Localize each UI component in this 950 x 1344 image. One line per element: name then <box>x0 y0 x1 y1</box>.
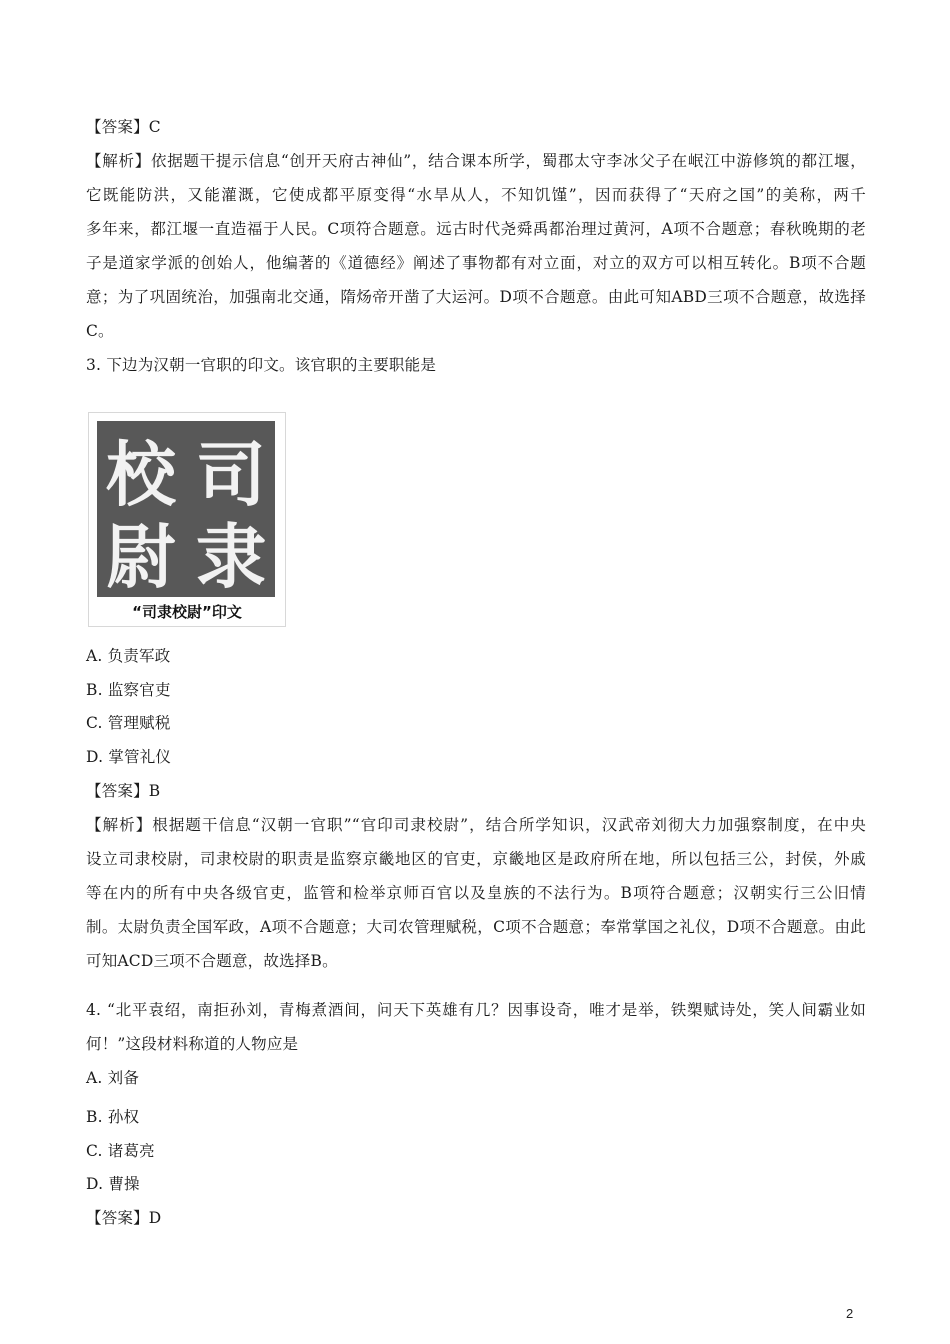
seal-stamp-image <box>89 413 285 626</box>
q2-analysis-line: 【解析】依据题干提示信息“创开天府古神仙”，结合课本所学，蜀郡太守李冰父子在岷江中游修筑的都江堰， <box>86 152 866 170</box>
q3-option-b: B. 监察官吏 <box>86 681 171 699</box>
q3-option-a: A. 负责军政 <box>86 647 171 665</box>
q3-analysis-line: 设立司隶校尉，司隶校尉的职责是监察京畿地区的官吏，京畿地区是政府所在地，所以包括三公，封侯，外戚 <box>86 850 866 868</box>
q3-analysis-line: 可知ACD三项不合题意，故选择B。 <box>86 952 338 970</box>
q4-stem-line: 何！”这段材料称道的人物应是 <box>86 1035 299 1053</box>
q4-stem-line: 4. “北平袁绍，南拒孙刘，青梅煮酒间，问天下英雄有几？因事设奇，唯才是举，铁槊赋诗处，笑人间霸业如 <box>86 1001 866 1019</box>
q3-stem: 3. 下边为汉朝一官职的印文。该官职的主要职能是 <box>86 356 437 374</box>
q3-answer: 【答案】B <box>86 782 161 800</box>
page-number: 2 <box>846 1306 854 1321</box>
seal-figure <box>88 412 286 627</box>
q2-analysis-line: 它既能防洪，又能灌溉，它使成都平原变得“水旱从人，不知饥馑”，因而获得了“天府之国”的美称，两千 <box>86 186 866 204</box>
q3-analysis-line: 【解析】根据题干信息“汉朝一官职”“官印司隶校尉”，结合所学知识，汉武帝刘彻大力加强察制度，在中央 <box>86 816 866 834</box>
seal-caption: “司隶校尉”印文 <box>132 603 242 621</box>
seal-char-wei: 尉 <box>106 516 176 598</box>
q2-analysis-line: 多年来，都江堰一直造福于人民。C项符合题意。远古时代尧舜禹都治理过黄河，A项不合题意；春秋晚期的老 <box>86 220 866 238</box>
q3-analysis-line: 等在内的所有中央各级官吏，监管和检举京师百官以及皇族的不法行为。B项符合题意；汉朝实行三公旧情 <box>86 884 866 902</box>
q2-answer: 【答案】C <box>86 118 161 136</box>
q3-analysis-line: 制。太尉负责全国军政，A项不合题意；大司农管理赋税，C项不合题意；奉常掌国之礼仪，D项不合题意。由此 <box>86 918 866 936</box>
q3-option-c: C. 管理赋税 <box>86 714 171 732</box>
q4-option-a: A. 刘备 <box>86 1069 140 1087</box>
q4-option-c: C. 诸葛亮 <box>86 1142 155 1160</box>
q4-option-b: B. 孙权 <box>86 1108 140 1126</box>
seal-char-xiao: 校 <box>106 434 176 516</box>
q2-analysis-line: C。 <box>86 322 114 340</box>
seal-char-li: 隶 <box>196 516 266 598</box>
q2-analysis-line: 意；为了巩固统治，加强南北交通，隋炀帝开凿了大运河。D项不合题意。由此可知ABD三项不合题意，故选择 <box>86 288 866 306</box>
seal-char-si: 司 <box>196 434 266 516</box>
q2-analysis-line: 子是道家学派的创始人，他编著的《道德经》阐述了事物都有对立面，对立的双方可以相互转化。B项不合题 <box>86 254 866 272</box>
q3-option-d: D. 掌管礼仪 <box>86 748 172 766</box>
q4-option-d: D. 曹操 <box>86 1175 140 1193</box>
q4-answer: 【答案】D <box>86 1209 162 1227</box>
